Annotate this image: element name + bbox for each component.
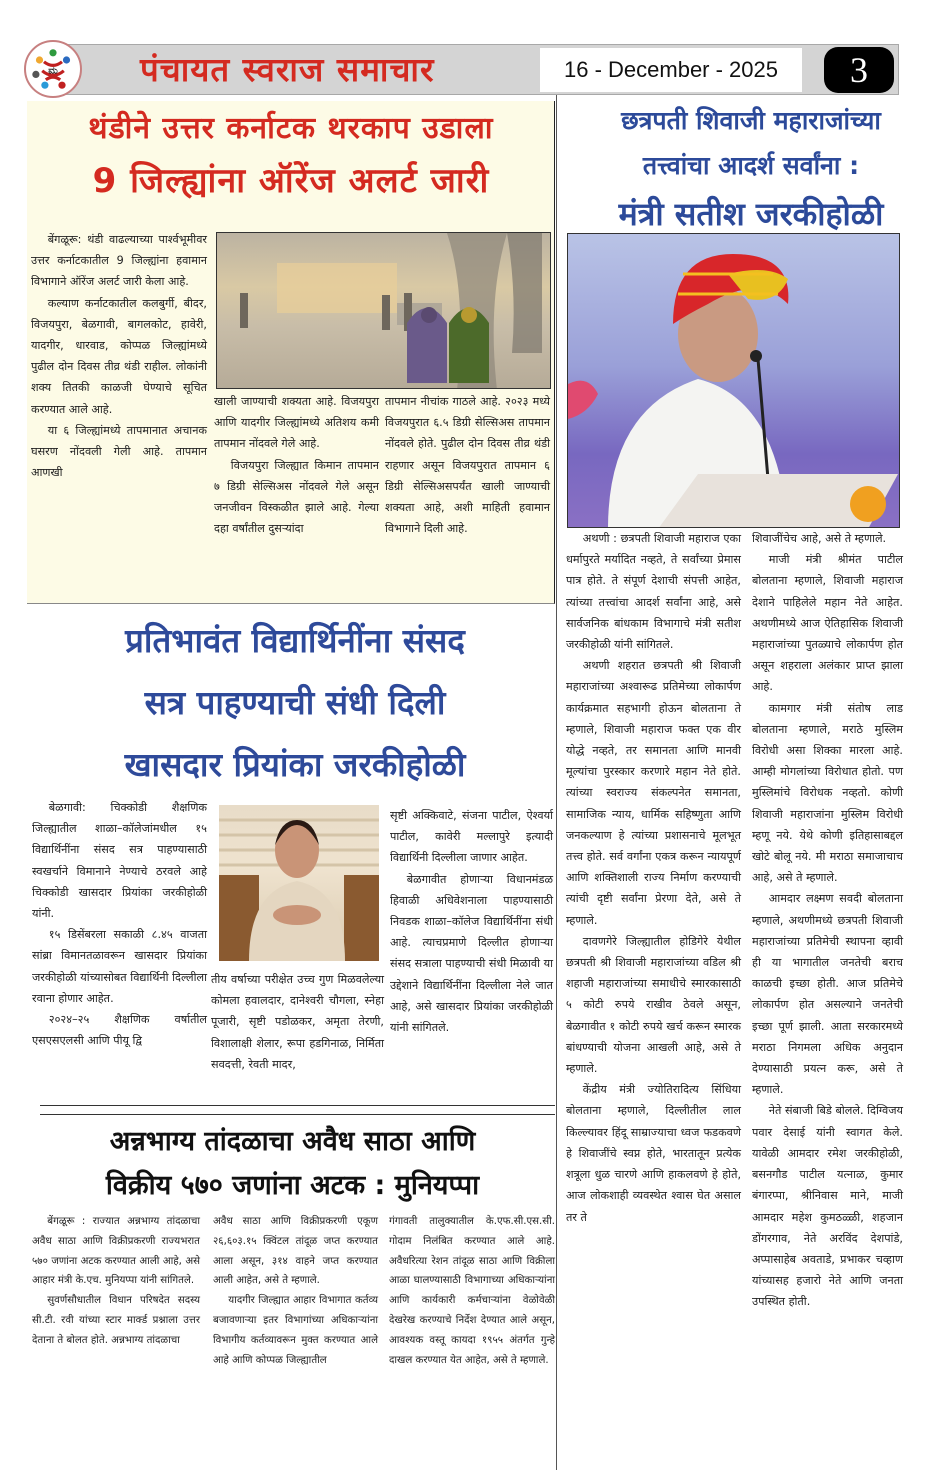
- paragraph: नेते संबाजी बिडे बोलले. दिग्विजय पवार देसाई यांनी स्वागत केले. यावेळी आमदार रमेश जरकीहोळी, बसनगौड पाटील यत्नाळ, कुमार बंगारप्पा, श्रीनिवास माने, माजी आमदार महेश कुमठळ्ळी, शहजान डोंगरगाव, नेते अरविंद देशपांडे, अप्पासाहेब अवताडे, प्रभाकर चव्हाण यांच्यासह हजारो नेते आणि जनता उपस्थित होती.: [752, 1104, 903, 1309]
- headline-line-2: विक्रीय ५७० जणांना अटक : मुनियप्पा: [105, 1170, 480, 1201]
- headline-line-3: खासदार प्रियांका जरकीहोळी: [124, 745, 466, 784]
- panchayat-logo-icon: [24, 40, 82, 98]
- headline-line-1: थंडीने उत्तर कर्नाटक थरकाप उडाला: [88, 111, 494, 146]
- students-col-2: [211, 969, 384, 1075]
- cold-wave-col-3: [385, 391, 550, 539]
- headline-line-2: तत्त्वांचा आदर्श सर्वांना :: [642, 151, 860, 180]
- paragraph: सुवर्णसौधातील विधान परिषदेत सदस्य सी.टी. रवी यांच्या स्टार मार्क्ड प्रश्नाला उत्तर देताना ते बोलत होते. अन्नभाग्य तांदळाचा: [32, 1295, 200, 1346]
- headline-line-3: मंत्री सतीश जरकीहोळी: [618, 195, 884, 233]
- headline-line-2: 9 जिल्ह्यांना ऑरेंज अलर्ट जारी: [92, 161, 490, 201]
- paragraph: तीय वर्षाच्या परीक्षेत उच्च गुण मिळवलेल्या कोमला हवालदार, दानेश्वरी चौगला, स्नेहा पूजारी, सृष्टी पडोळकर, अमृता तेरणी, विशालाक्षी शेलार, रूपा हडगिनाळ, निर्मिता सवदत्ती, रेवती मादर,: [211, 973, 384, 1071]
- paragraph: सृष्टी अक्किवाटे, संजना पाटील, ऐश्वर्या पाटील, कावेरी मल्लापुरे इत्यादी विद्यार्थिनी दिल्लीला जाणार आहेत.: [390, 809, 553, 865]
- cold-wave-headline: [27, 105, 555, 209]
- headline-line-2: सत्र पाहण्याची संधी दिली: [144, 683, 446, 722]
- paragraph: अथणी : छत्रपती शिवाजी महाराज एका धर्मापुरते मर्यादित नव्हते, ते सर्वांच्या प्रेमास पात्र होते. ते संपूर्ण देशाची संपत्ती आहेत, त्यांच्या तत्त्वांचा आदर्श सर्वांना आहे, असे सार्वजनिक बांधकाम विभागाचे मंत्री सतीश जरकीहोळी यांनी सांगितले.: [566, 532, 741, 652]
- article-cold-wave: [27, 101, 555, 604]
- paragraph: या ६ जिल्ह्यांमध्ये तापमानात अचानक घसरण नोंदवली गेली आहे. तापमान आणखी: [31, 423, 207, 480]
- paragraph: आमदार लक्ष्मण सवदी बोलताना म्हणाले, अथणीमध्ये छत्रपती शिवाजी महाराजांच्या प्रतिमेची स्थापना व्हावी ही या भागातील जनतेची बराच काळची इच्छा होती. आज प्रतिमेचे लोकार्पण होत असल्याने जनतेची इच्छा पूर्ण झाली. आता सरकारमध्ये मराठा निगमला अधिक अनुदान देण्यासाठी प्रयत्न करू, असे ते म्हणाले.: [752, 892, 903, 1097]
- column-divider: [556, 95, 557, 1470]
- paragraph: बेळगावी: चिक्कोडी शैक्षणिक जिल्ह्यातील शाळा–कॉलेजांमधील १५ विद्यार्थिनींना संसद सत्र पाहण्यासाठी स्वखर्चाने विमानाने नेण्याचे ठरवले आहे चिक्कोडी खासदार प्रियांका जरकीहोळी यांनी.: [32, 801, 207, 921]
- paragraph: बेळगावीत होणाऱ्या विधानमंडळ हिवाळी अधिवेशनाला पाहण्यासाठी निवडक शाळा–कॉलेज विद्यार्थिनींना संधी आहे. त्याचप्रमाणे दिल्लीत होणाऱ्या संसद सत्राला पाहण्याची संधी मिळावी या उद्देशाने विद्यार्थिनींना दिल्लीला नेले जात आहे, असे खासदार प्रियांका जरकीहोळी यांनी सांगितले.: [390, 872, 553, 1035]
- paragraph: अवैध साठा आणि विक्रीप्रकरणी एकूण २६,६०३.१५ क्विंटल तांदूळ जप्त करण्यात आला असून, ३१४ वाहने जप्त करण्यात आली आहेत, असे ते म्हणाले.: [213, 1216, 378, 1287]
- cold-wave-col-2: [214, 391, 379, 539]
- rice-col-2: [213, 1212, 378, 1370]
- cold-wave-col-1: [31, 229, 207, 483]
- page-number: 3: [824, 47, 894, 93]
- issue-date: 16 - December - 2025: [540, 48, 802, 92]
- students-col-1: [32, 797, 207, 1051]
- paragraph: बेंगळूरू : राज्यात अन्नभाग्य तांदळाचा अवैध साठा आणि विक्रीप्रकरणी राज्यभरात ५७० जणांना अटक करण्यात आली आहे, असे आहार मंत्री के.एच. मुनियप्पा यांनी सांगितले.: [32, 1216, 200, 1287]
- mp-portrait-photo: [219, 805, 379, 961]
- paragraph: विजयपुरा जिल्ह्यात किमान तापमान ७ डिग्री सेल्सिअस नोंदवले गेले असून जनजीवन विस्कळीत झाले आहे. गेल्या दहा वर्षांतील दुसऱ्यांदा: [214, 458, 379, 536]
- paragraph: यादगीर जिल्ह्यात आहार विभागात कर्तव्य बजावणाऱ्या इतर विभागांच्या अधिकाऱ्यांना विभागीय कर्तव्यावरून मुक्त करण्यात आले आहे आणि कोप्पळ जिल्ह्यातील: [213, 1295, 378, 1366]
- students-col-3: [390, 805, 553, 1038]
- rice-col-3: [389, 1212, 555, 1370]
- headline-line-1: प्रतिभावंत विद्यार्थिनींना संसद: [125, 621, 465, 660]
- section-rule: [40, 1105, 555, 1106]
- shivaji-headline: [562, 98, 940, 240]
- paragraph: अथणी शहरात छत्रपती श्री शिवाजी महाराजांच्या अश्वारूढ प्रतिमेच्या लोकार्पण कार्यक्रमात सहभागी होऊन बोलताना ते म्हणाले, शिवाजी महाराज फक्त एक वीर योद्धे नव्हते, तर समानता आणि मानवी मूल्यांचा पुरस्कार करणारे महान नेते होते. त्यांच्या स्वराज्य संकल्पनेत समानता, सामाजिक न्याय, धार्मिक सहिष्णुता आणि जनकल्याण हे त्यांच्या प्रशासनाचे मूलभूत तत्त्व होते. सर्व वर्गांना एकत्र करून न्यायपूर्ण आणि शक्तिशाली राज्य निर्माण करण्याची त्यांची दृष्टी सर्वांना प्रेरणा देते, असे ते म्हणाले.: [566, 659, 741, 927]
- minister-speaking-photo: [567, 233, 900, 528]
- paragraph: तापमान नीचांक गाठले आहे. २०२३ मध्ये विजयपुरात ६.५ डिग्री सेल्सिअस तापमान नोंदवले होते. पुढील दोन दिवस तीव्र थंडी राहणार असून विजयपुरात तापमान ६ डिग्री सेल्सिअसपर्यंत खाली जाण्याची शक्यता आहे, अशी माहिती हवामान विभागाने दिली आहे.: [385, 395, 550, 536]
- shivaji-col-2: [752, 528, 903, 1313]
- paragraph: गंगावती तालुक्यातील के.एफ.सी.एस.सी. गोदाम निलंबित करण्यात आले आहे. अवैधरित्या रेशन तांदूळ साठा आणि विक्रीला आळा घालण्यासाठी विभागाच्या अधिकाऱ्यांना आणि कार्यकारी कर्मचाऱ्यांना वेळोवेळी देखरेख करण्याचे निर्देश देण्यात आले असून, आवश्यक वस्तू कायदा १९५५ अंतर्गत गुन्हे दाखल करण्यात येत आहेत, असे ते म्हणाले.: [389, 1216, 555, 1366]
- paragraph: बेंगळूरू: थंडी वाढल्याच्या पार्श्वभूमीवर उत्तर कर्नाटकातील 9 जिल्ह्यांना हवामान विभागाने ऑरेंज अलर्ट जारी केला आहे.: [31, 233, 207, 289]
- paragraph: केंद्रीय मंत्री ज्योतिरादित्य सिंधिया बोलताना म्हणाले, दिल्लीतील लाल किल्ल्यावर हिंदू साम्राज्याचा ध्वज फडकवणे हे शिवाजींचे स्वप्न होते, भारतातून प्रत्येक शत्रूला धुळ चारणे आणि हाकलवणे हे होते, आज लोकशाही व्यवस्थेत श्वास घेत असाल तर ते: [566, 1083, 741, 1224]
- fog-street-photo: [216, 232, 551, 389]
- paragraph: कामगार मंत्री संतोष लाड बोलताना म्हणाले, मराठे मुस्लिम विरोधी असा शिक्का मारला आहे. आम्ही मोगलांच्या विरोधात होतो. पण मुस्लिमांचे विरोधक नव्हतो. कोणी शिवाजी महाराजांना मुस्लिम विरोधी म्हणू नये. येथे कोणी इतिहासाबद्दल खोटे बोलू नये. मी मराठा समाजाचाच आहे, असे ते म्हणाले.: [752, 701, 903, 885]
- svg-text:ಮ: ಮ: [48, 65, 58, 77]
- newspaper-title: पंचायत स्वराज समाचार: [140, 50, 435, 89]
- headline-line-1: अन्नभाग्य तांदळाचा अवैध साठा आणि: [109, 1126, 476, 1157]
- paragraph: कल्याण कर्नाटकातील कलबुर्गी, बीदर, विजयपुरा, बेळगावी, बागलकोट, हावेरी, यादगीर, धारवाड, कोप्पळ जिल्ह्यांमध्ये पुढील दोन दिवस तीव्र थंडी राहील. लोकांनी शक्य तितकी काळजी घेण्याचे सूचित करण्यात आले आहे.: [31, 296, 207, 416]
- paragraph: दावणगेरे जिल्ह्यातील होडिगेरे येथील छत्रपती श्री शिवाजी महाराजांच्या वडिल श्री शहाजी महाराजांच्या समाधीचे स्मारकासाठी ५ कोटी रुपये राखीव ठेवले असून, बेळगावीत १ कोटी रुपये खर्च करून स्मारक बांधण्याची योजना आखली आहे, असे ते म्हणाले.: [566, 934, 741, 1076]
- rice-headline: [30, 1120, 555, 1208]
- shivaji-col-1: [566, 528, 741, 1228]
- paragraph: शिवाजींचेच आहे, असे ते म्हणाले.: [752, 532, 887, 545]
- students-headline: [40, 610, 550, 796]
- section-rule: [40, 1114, 555, 1115]
- paragraph: माजी मंत्री श्रीमंत पाटील बोलताना म्हणाले, शिवाजी महाराज देशाने पाहिलेले महान नेते आहेत. अथणीमध्ये आज ऐतिहासिक शिवाजी महाराजांच्या पुतळ्याचे लोकार्पण होत असून शहराला अलंकार प्राप्त झाला आहे.: [752, 553, 903, 694]
- paragraph: खाली जाण्याची शक्यता आहे. विजयपुरा आणि यादगीर जिल्ह्यांमध्ये अतिशय कमी तापमान नोंदवले गेले आहे.: [214, 395, 379, 451]
- headline-line-1: छत्रपती शिवाजी महाराजांच्या: [621, 106, 881, 135]
- paragraph: २०२४–२५ शैक्षणिक वर्षातील एसएसएलसी आणि पीयू द्वि: [32, 1013, 207, 1048]
- rice-col-1: [32, 1212, 200, 1351]
- paragraph: १५ डिसेंबरला सकाळी ८.४५ वाजता सांब्रा विमानतळावरून खासदार प्रियांका जरकीहोळी यांच्यासोबत विद्यार्थिनी दिल्लीला रवाना होणार आहेत.: [32, 928, 207, 1005]
